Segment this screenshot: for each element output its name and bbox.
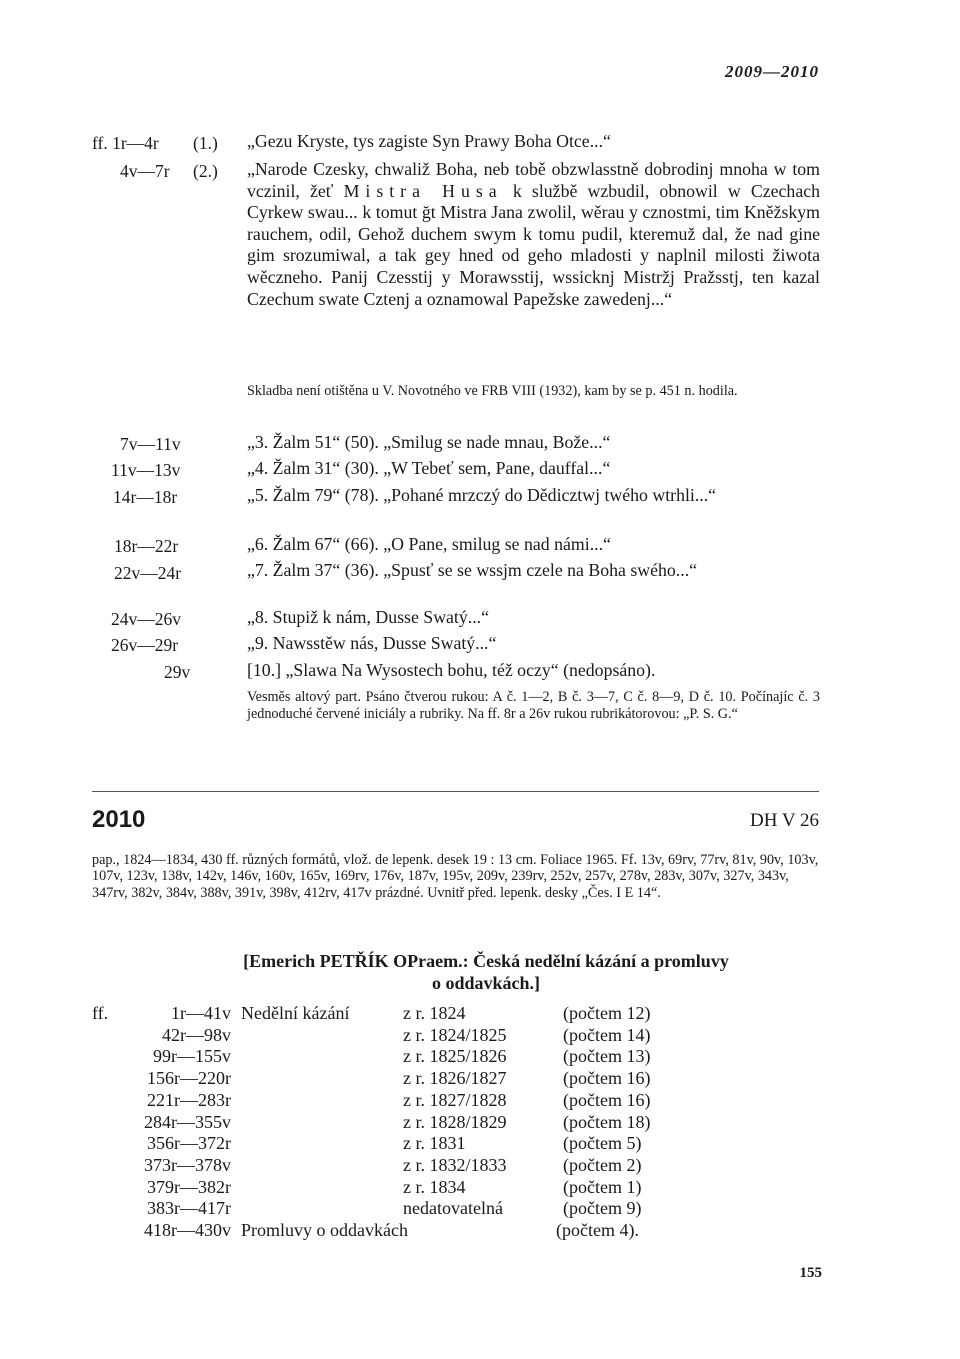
running-head: 2009—2010 [725,62,819,81]
table-year: nedatovatelná [403,1198,503,1219]
table-count: (počtem 4). [556,1220,639,1240]
psalm-incipit: „4. Žalm 31“ (30). „W Tebeť sem, Pane, dauffal...“ [247,458,611,478]
table-folio-ref: 379r—382r [147,1176,231,1197]
table-folio-ref: 418r—430v [144,1220,231,1240]
folio-ref: 22v—24r [114,563,182,583]
editorial-note: Vesměs altový part. Psáno čtverou rukou: A č. 1—2, B č. 3—7, C č. 8—9, D č. 10. Počínajíc č. 3 jednoduché červené iniciály a rubriky. Na ff. 8r a 26v rukou rubrikátorovou: „P. S. G.“ [247,689,820,722]
table-folio-ref: 1r—41v [171,1003,231,1023]
folio-ref: 4v—7r [120,161,170,181]
work-title-line: [Emerich PETŘÍK OPraem.: Česká nedělní kázání a promluvy [243,951,729,971]
incipit-text: „Narode Czesky, chwaliž Boha, neb tobě obzwlasstně dobrodinj mnoha w tom vczinil, žeť Mistra Husa k službě wzbudil, obnowil w Czechach Cyrkew swau... k tomut ğt Mistra Jana zwolil, wěrau y cznostmi, tim Kněžskym rauchem, odil, Gehož duchem swym k tomu pudil, kteremuž dal, že nad gine gim srozumiwal, a tak gey hned od geho mladosti y naplnil milosti žiwota wěczneho. Panij Czesstij y Morawsstij, wssicknj Mistržj Pražsstj, ten kazal Czechum swate Cztenj a oznamowal Papežske zawedenj...“ [247,159,820,309]
folio-ref: 18r—22r [114,536,179,556]
table-folio-ref: 356r—372r [147,1133,231,1154]
editorial-note: Skladba není otištěna u V. Novotného ve FRB VIII (1932), kam by se p. 451 n. hodila. [247,383,738,399]
table-count: (počtem 13) [563,1046,651,1067]
shelfmark: DH V 26 [750,810,819,831]
table-year: z r. 1828/1829 [403,1111,507,1132]
table-year: z r. 1824 [403,1003,466,1023]
page-number: 155 [799,1265,822,1281]
table-folio-ref: 373r—378v [144,1154,231,1175]
table-year: z r. 1825/1826 [403,1046,507,1067]
table-year: z r. 1832/1833 [403,1154,507,1175]
folio-ref: 11v—13v [111,460,181,480]
table-count: (počtem 14) [563,1024,651,1045]
table-year: z r. 1834 [403,1176,466,1197]
folio-ref: 29v [164,662,191,682]
table-genre: Nedělní kázání [241,1003,350,1023]
folio-ref: 24v—26v [111,609,181,629]
psalm-incipit: „5. Žalm 79“ (78). „Pohané mrzczý do Dědicztwj twého wtrhli...“ [247,485,717,505]
incipit-text: „Gezu Kryste, tys zagiste Syn Prawy Boha Otce...“ [247,131,611,151]
psalm-incipit: „8. Stupiž k nám, Dusse Swatý...“ [247,607,489,627]
psalm-incipit: „6. Žalm 67“ (66). „O Pane, smilug se nad námi...“ [247,534,611,554]
psalm-incipit: „3. Žalm 51“ (50). „Smilug se nade mnau, Bože...“ [247,432,611,452]
table-genre: Promluvy o oddavkách [241,1220,408,1240]
table-folio-ref: 284r—355v [144,1111,231,1132]
folio-ref: 14r—18r [113,487,178,507]
table-count: (počtem 1) [563,1176,642,1197]
psalm-incipit: [10.] „Slawa Na Wysostech bohu, též oczy“ (nedopsáno). [247,660,656,680]
item-number: (1.) [193,133,218,153]
table-folio-ref: 99r—155v [153,1046,231,1067]
folio-ref: 26v—29r [111,635,179,655]
table-folio-ref: 221r—283r [147,1089,231,1110]
table-year: z r. 1824/1825 [403,1024,507,1045]
item-number: (2.) [193,161,218,181]
table-count: (počtem 16) [563,1068,651,1089]
table-count: (počtem 16) [563,1089,651,1110]
folio-ref: ff. 1r—4r [92,133,159,153]
work-title [92,950,880,994]
table-year: z r. 1826/1827 [403,1068,507,1089]
entry-number: 2010 [92,806,146,833]
table-count: (počtem 12) [563,1003,651,1023]
psalm-incipit: „7. Žalm 37“ (36). „Spusť se se wssjm czele na Boha swého...“ [247,560,698,580]
table-count: (počtem 9) [563,1198,642,1219]
physical-description: pap., 1824—1834, 430 ff. různých formátů, vlož. de lepenk. desek 19 : 13 cm. Foliace 1965. Ff. 13v, 69rv, 77rv, 81v, 90v, 103v, 107v, 123v, 138v, 142v, 146v, 160v, 165v, 169rv, 176v, 187v, 195v, 209v, 239rv, 252v, 257v, 278v, 283v, 307v, 327v, 343v, 347rv, 382v, 384v, 388v, 391v, 398v, 412rv, 417v prázdné. Uvnitř před. lepenk. desky „Čes. I E 14“. [92,852,819,901]
table-folio-ref: 383r—417r [147,1198,231,1219]
table-count: (počtem 2) [563,1154,642,1175]
table-year: z r. 1827/1828 [403,1089,507,1110]
table-year: z r. 1831 [403,1133,466,1154]
table-folio-ref: 42r—98v [162,1024,231,1045]
folio-ref: 7v—11v [120,434,181,454]
psalm-incipit: „9. Nawsstěw nás, Dusse Swatý...“ [247,633,497,653]
work-title-line: o oddavkách.] [431,973,541,993]
ff-label: ff. [92,1003,109,1023]
table-folio-ref: 156r—220r [147,1068,231,1089]
section-divider [92,791,819,792]
table-count: (počtem 5) [563,1133,642,1154]
table-count: (počtem 18) [563,1111,651,1132]
